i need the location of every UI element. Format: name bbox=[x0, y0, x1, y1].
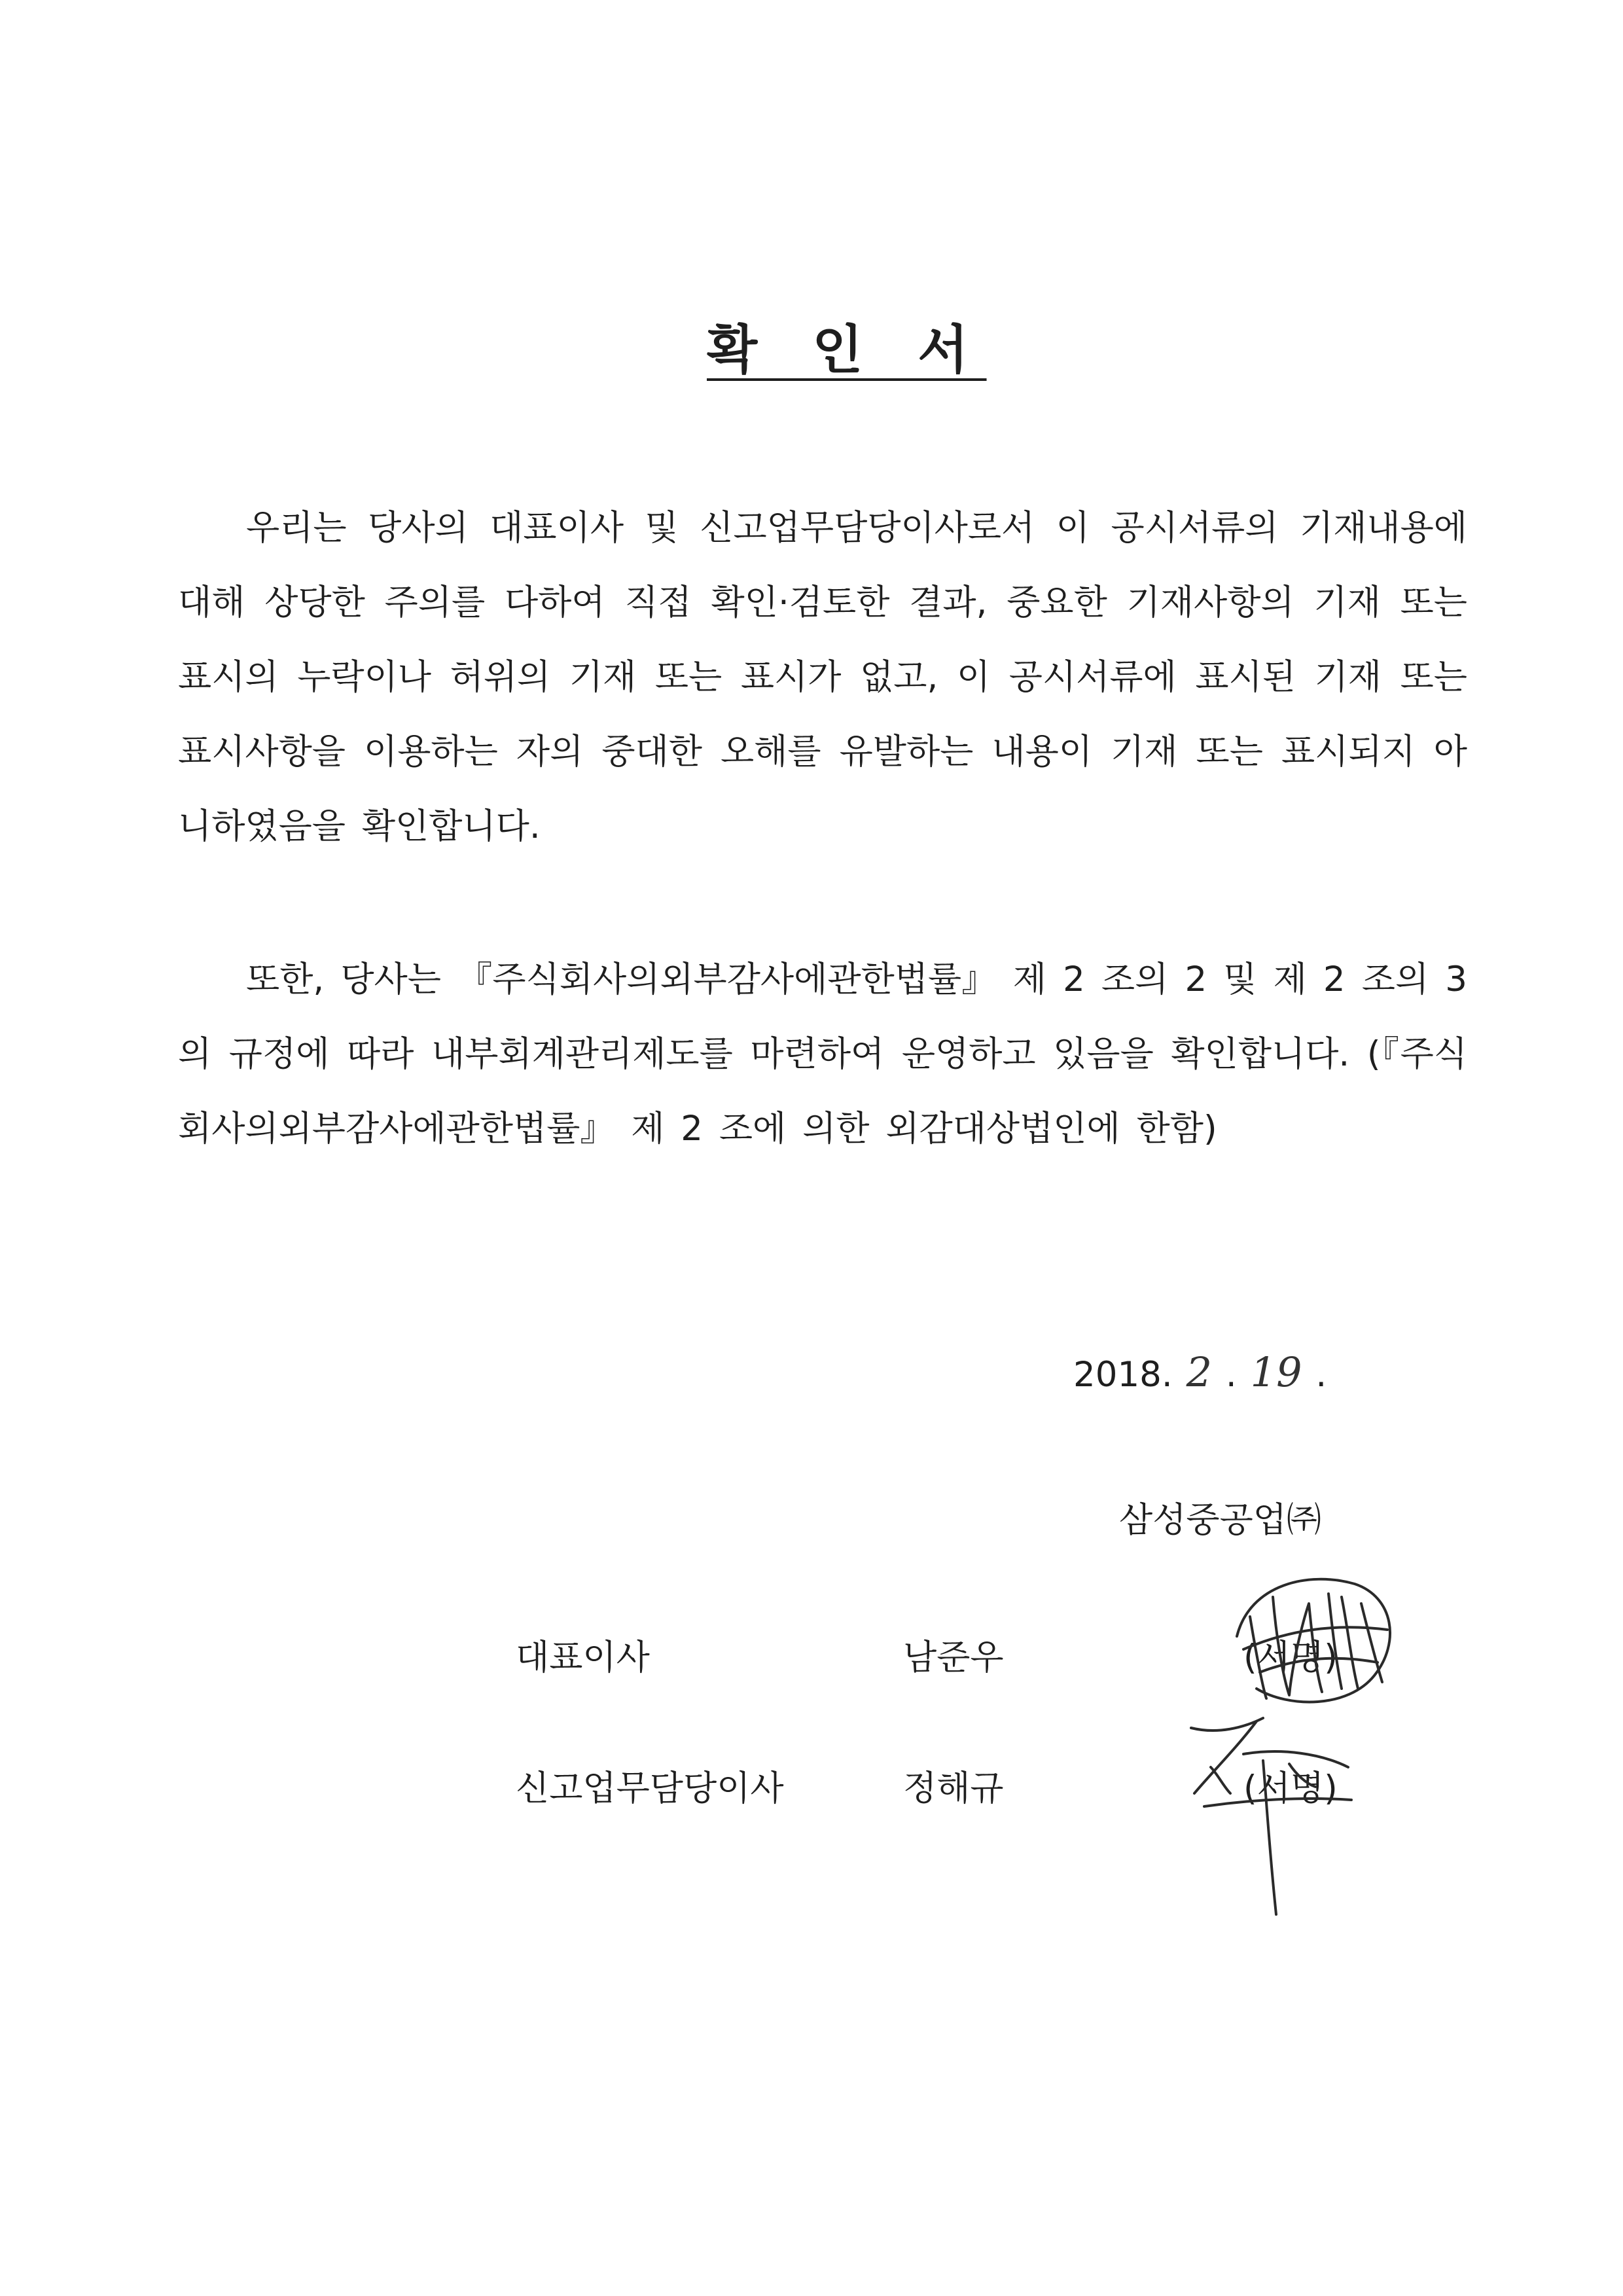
date-end: . bbox=[1315, 1355, 1327, 1395]
ceo-signature-scribble bbox=[1211, 1558, 1407, 1721]
date-separator: . bbox=[1225, 1355, 1237, 1395]
date-day-handwritten: 19 bbox=[1250, 1348, 1302, 1396]
date-year: 2018. bbox=[1073, 1355, 1173, 1395]
internal-control-paragraph: 또한, 당사는 『주식회사의외부감사에관한법률』 제 2 조의 2 및 제 2 조의 3 의 규정에 따라 내부회계관리제도를 마련하여 운영하고 있음을 확인합니다. (『주식회사의외부감사에관한법률』 제 2 조에 의한 외감대상법인에 한함) bbox=[178, 960, 1467, 1149]
date bbox=[1073, 1348, 1327, 1396]
company-name: 삼성중공업㈜ bbox=[1119, 1500, 1321, 1540]
signer-disclosure-sign-mark: (서명) bbox=[1243, 1768, 1338, 1808]
signer-ceo-sign-mark: (서명) bbox=[1243, 1638, 1338, 1677]
confirmation-paragraph: 우리는 당사의 대표이사 및 신고업무담당이사로서 이 공시서류의 기재내용에 대해 상당한 주의를 다하여 직접 확인·검토한 결과, 중요한 기재사항의 기재 또는 표시의 누락이나 허위의 기재 또는 표시가 없고, 이 공시서류에 표시된 기재 또는 표시사항을 이용하는 자의 중대한 오해를 유발하는 내용이 기재 또는 표시되지 아니하였음을 확인합니다. bbox=[178, 508, 1467, 846]
signer-ceo-name: 남준우 bbox=[903, 1638, 1004, 1677]
signer-disclosure-name: 정해규 bbox=[903, 1768, 1004, 1808]
page-title: 확 인 서 bbox=[707, 319, 987, 380]
disclosure-director-signature-scribble bbox=[1165, 1708, 1361, 1924]
date-month-handwritten: 2 bbox=[1186, 1348, 1213, 1396]
signer-disclosure-title: 신고업무담당이사 bbox=[516, 1768, 784, 1808]
signer-ceo-title: 대표이사 bbox=[516, 1638, 650, 1677]
